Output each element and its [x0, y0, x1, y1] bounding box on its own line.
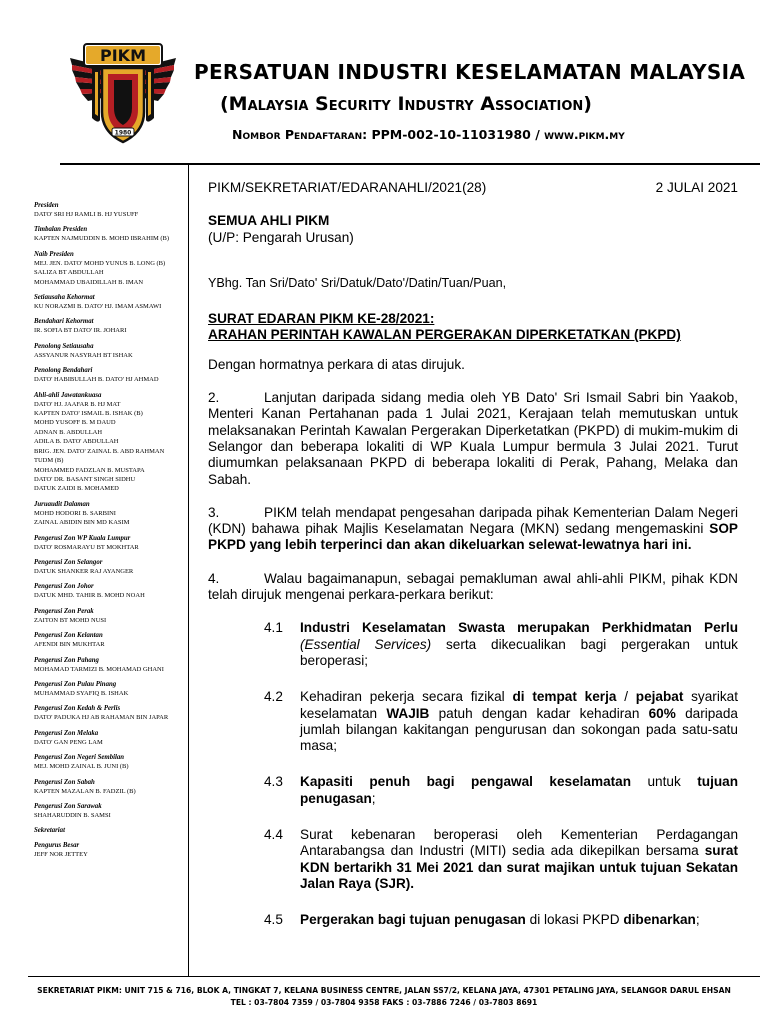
committee-member: ASSYANUR NASYRAH BT ISHAK [34, 351, 133, 359]
committee-member: ZAITON BT MOHD NUSI [34, 616, 107, 624]
header-divider [60, 163, 760, 165]
paragraph-4 [208, 571, 738, 604]
committee-member: ADNAN B. ABDULLAH [34, 428, 103, 436]
committee-role: Pengerusi Zon Selangor [34, 558, 103, 566]
committee-member: MOHD HODORI B. SARBINI [34, 509, 116, 517]
item-4-1-bold: Industri Keselamatan Swasta merupakan Perkhidmatan Perlu [300, 620, 738, 636]
item-4-2-bold-1: di tempat kerja [512, 689, 617, 705]
committee-member: SALIZA BT ABDULLAH [34, 269, 104, 277]
item-4-2-text-2: / [616, 689, 636, 705]
committee-role: Bendahari Kehormat [34, 318, 94, 326]
committee-group [34, 827, 184, 835]
committee-member: DATO' HABIBULLAH B. DATO' HJ AHMAD [34, 376, 159, 384]
item-4-1-italic: (Essential Services) [300, 636, 432, 652]
committee-group [34, 632, 184, 649]
item-4-4 [208, 827, 738, 892]
reference-row [208, 180, 738, 196]
committee-member: DATO' PADUKA HJ AB RAHAMAN BIN JAPAR [34, 714, 169, 722]
letter-body [208, 180, 738, 929]
item-4-1-number: 4.1 [264, 620, 283, 636]
paragraph-2-text: Lanjutan daripada sidang media oleh YB Dato' Sri Ismail Sabri bin Yaakob, Menteri Kanan Pertahanan pada 1 Julai 2021, Kerajaan telah memutuskan untuk melaksanakan Perintah Kawalan Pergerakan Diperketatkan (PKPD) di mukim-mukim di Selangor dan beberapa lokaliti di WP Kuala Lumpur bermula 3 Julai 2021. Turut diumumkan pelaksanaan PKPD di beberapa lokaliti di Perak, Pahang, Melaka dan Sabah. [208, 390, 738, 487]
committee-member: KAPTEN NAJMUDDIN B. MOHD IBRAHIM (B) [34, 235, 170, 243]
item-4-2-text-4: patuh dengan kadar kehadiran [429, 705, 649, 721]
committee-role: Sekretariat [34, 827, 65, 835]
sidebar-divider [188, 164, 189, 976]
committee-sidebar [34, 202, 184, 867]
committee-member: TUDM (B) [34, 457, 64, 465]
item-4-5-text-2: ; [695, 912, 700, 928]
item-4-5-number: 4.5 [264, 912, 283, 928]
committee-member: MEJ. MOHD ZAINAL B. JUNI (B) [34, 763, 129, 771]
committee-role: Timbalan Presiden [34, 226, 88, 234]
committee-role: Naib Presiden [34, 250, 74, 258]
committee-group [34, 318, 184, 335]
committee-member: ZAINAL ABIDIN BIN MD KASIM [34, 519, 130, 527]
footer-divider [28, 976, 760, 977]
footer-address: SEKRETARIAT PIKM: UNIT 715 & 716, BLOK A, TINGKAT 7, KELANA BUSINESS CENTRE, JALAN SS7/2, KELANA JAYA, 47301 PETALING JAYA, SELANGOR DARUL EHSAN [37, 986, 731, 995]
committee-role: Pengerusi Zon Perak [34, 607, 94, 615]
committee-member: MOHAMMED FADZLAN B. MUSTAPA [34, 466, 145, 474]
committee-group [34, 657, 184, 674]
paragraph-3-bold: SOP PKPD yang lebih terperinci dan akan dikeluarkan selewat-lewatnya hari ini. [208, 521, 738, 553]
committee-member: ADILA B. DATO' ABDULLAH [34, 438, 119, 446]
committee-member: MOHAMMAD UBAIDILLAH B. IMAN [34, 278, 144, 286]
committee-group [34, 501, 184, 528]
committee-group [34, 251, 184, 287]
letter-date: 2 JULAI 2021 [655, 180, 738, 195]
committee-member: MUHAMMAD SYAFIQ B. ISHAK [34, 689, 129, 697]
paragraph-2 [208, 390, 738, 488]
committee-member: MEJ. JEN. DATO' MOHD YUNUS B. LONG (B) [34, 259, 166, 267]
committee-member: DATO' GAN PENG LAM [34, 738, 103, 746]
reference-number: PIKM/SEKRETARIAT/EDARANAHLI/2021(28) [208, 180, 487, 195]
committee-role: Pengerusi Zon Pulau Pinang [34, 680, 117, 688]
paragraph-3 [208, 505, 738, 554]
committee-member: BRIG. JEN. DATO' ZAINAL B. ABD RAHMAN [34, 447, 165, 455]
committee-member: AFENDI BIN MUKHTAR [34, 641, 105, 649]
committee-member: MOHAMAD TARMIZI B. MOHAMAD GHANI [34, 665, 164, 673]
item-4-5-bold-1: Pergerakan bagi tujuan penugasan [300, 912, 526, 928]
committee-group [34, 754, 184, 771]
committee-role: Pengurus Besar [34, 842, 80, 850]
committee-group [34, 730, 184, 747]
item-4-3-text-1: untuk [631, 774, 698, 790]
paragraph-3-number: 3. [208, 504, 220, 520]
committee-role: Penolong Setiausaha [34, 342, 94, 350]
item-4-5-bold-2: dibenarkan [623, 912, 696, 928]
item-4-2-bold-3: WAJIB [386, 705, 430, 721]
committee-member: SHAHARUDDIN B. SAMSI [34, 812, 111, 819]
item-4-2-text-1: Kehadiran pekerja secara fizikal [300, 689, 513, 705]
subject-line-1: SURAT EDARAN PIKM KE-28/2021: [208, 311, 435, 327]
committee-member: IR. SOFIA BT DATO' IR. JOHARI [34, 327, 127, 335]
committee-member: DATUK SHANKER RAJ AYANGER [34, 567, 134, 575]
committee-role: Pengerusi Zon Sabah [34, 778, 95, 786]
item-4-3-text-2: ; [371, 790, 376, 806]
committee-role: Pengerusi Zon Pahang [34, 656, 99, 664]
subject-line-2: ARAHAN PERINTAH KAWALAN PERGERAKAN DIPERKETATKAN (PKPD) [208, 327, 681, 343]
recipient: SEMUA AHLI PIKM [208, 213, 330, 229]
pikm-logo [62, 24, 184, 152]
item-4-1 [208, 620, 738, 669]
committee-role: Pengerusi Zon Kelantan [34, 632, 103, 640]
committee-role: Penolong Bendahari [34, 367, 93, 375]
recipient-attention: (U/P: Pengarah Urusan) [208, 229, 354, 245]
committee-group [34, 705, 184, 722]
committee-group [34, 294, 184, 311]
committee-role: Presiden [34, 202, 59, 209]
item-4-2-number: 4.2 [264, 689, 283, 705]
paragraph-4-text: Walau bagaimanapun, sebagai pemakluman awal ahli-ahli PIKM, pihak KDN telah dirujuk mengenai perkara-perkara berikut: [208, 570, 738, 603]
item-4-3 [208, 774, 738, 807]
committee-role: Pengerusi Zon Kedah & Perlis [34, 705, 121, 713]
item-4-4-number: 4.4 [264, 827, 283, 843]
logo-year: 1980 [114, 129, 132, 137]
committee-group [34, 779, 184, 796]
committee-member: DATO' HJ. JAAFAR B. HJ MAT [34, 400, 121, 408]
committee-member: DATUK ZAIDI B. MOHAMED [34, 485, 119, 493]
organisation-name-english: (Malaysia Security Industry Association) [220, 93, 592, 115]
logo-text: PIKM [100, 46, 146, 65]
paragraph-3-text: PIKM telah mendapat pengesahan daripada pihak Kementerian Dalam Negeri (KDN) bahawa pihak Majlis Keselamatan Negara (MKN) sedang mengemaskini [208, 504, 738, 537]
committee-group [34, 535, 184, 552]
item-4-3-number: 4.3 [264, 774, 283, 790]
item-4-2-bold-2: pejabat [635, 689, 684, 705]
committee-group [34, 559, 184, 576]
committee-role: Pengerusi Zon Johor [34, 583, 94, 591]
item-4-2-bold-4: 60% [648, 705, 676, 721]
item-4-1-text: serta dikecualikan bagi pergerakan untuk beroperasi; [300, 636, 738, 668]
committee-role: Ahli-ahli Jawatankuasa [34, 391, 102, 399]
paragraph-4-number: 4. [208, 570, 220, 586]
opening-line: Dengan hormatnya perkara di atas dirujuk. [208, 356, 465, 372]
committee-group [34, 681, 184, 698]
salutation: YBhg. Tan Sri/Dato' Sri/Datuk/Dato'/Datin/Tuan/Puan, [208, 275, 507, 290]
committee-role: Pengerusi Zon Melaka [34, 729, 99, 737]
committee-role: Pengerusi Zon WP Kuala Lumpur [34, 534, 131, 542]
committee-group [34, 343, 184, 360]
committee-group [34, 842, 184, 859]
committee-group [34, 803, 184, 820]
committee-role: Pengerusi Zon Negeri Sembilan [34, 754, 125, 762]
item-4-5 [208, 912, 738, 928]
committee-member: DATO' DR. BASANT SINGH SIDHU [34, 475, 136, 483]
item-4-5-text-1: di lokasi PKPD [525, 912, 624, 928]
item-4-2-text-3: syarikat keselamatan [300, 689, 738, 721]
committee-role: Juruaudit Dalaman [34, 500, 90, 508]
committee-group [34, 392, 184, 494]
committee-member: JEFF NOR JETTEY [34, 851, 88, 859]
item-4-2 [208, 689, 738, 754]
committee-member: KAPTEN DATO' ISMAIL B. ISHAK (B) [34, 410, 143, 418]
committee-member: KU NORAZMI B. DATO' HJ. IMAM ASMAWI [34, 303, 162, 311]
committee-member: DATUK MHD. TAHIR B. MOHD NOAH [34, 592, 145, 600]
item-4-3-bold-1: Kapasiti penuh bagi pengawal keselamatan [300, 774, 632, 790]
item-4-4-bold: surat KDN bertarikh 31 Mei 2021 dan surat majikan untuk tujuan Sekatan Jalan Raya (SJR). [300, 843, 738, 891]
committee-group [34, 608, 184, 625]
committee-role: Pengerusi Zon Sarawak [34, 803, 102, 810]
item-4-2-text-5: daripada jumlah bilangan kakitangan pengurusan dan sokongan pada satu-satu masa; [300, 705, 738, 754]
committee-member: KAPTEN MAZALAN B. FADZIL (B) [34, 787, 136, 795]
item-4-4-text: Surat kebenaran beroperasi oleh Kementerian Perdagangan Antarabangsa dan Industri (MITI) sedia ada dikepilkan bersama [300, 827, 738, 859]
committee-member: DATO' ROSMARAYU BT MOKHTAR [34, 543, 139, 551]
committee-role: Setiausaha Kehormat [34, 294, 95, 302]
item-4-3-bold-2: tujuan penugasan [300, 774, 739, 806]
committee-group [34, 583, 184, 600]
registration-number: Nombor Pendaftaran: PPM-002-10-11031980 / www.pikm.my [232, 127, 625, 142]
committee-group [34, 226, 184, 243]
footer-contact: TEL : 03-7804 7359 / 03-7804 9358 FAKS : 03-7886 7246 / 03-7803 8691 [230, 998, 538, 1007]
paragraph-2-number: 2. [208, 390, 220, 406]
committee-group [34, 367, 184, 384]
committee-group [34, 202, 184, 219]
committee-member: MOHD YUSOFF B. M DAUD [34, 419, 116, 427]
committee-member: DATO' SRI HJ RAMLI B. HJ YUSUFF [34, 211, 139, 218]
organisation-name: PERSATUAN INDUSTRI KESELAMATAN MALAYSIA [194, 60, 746, 84]
